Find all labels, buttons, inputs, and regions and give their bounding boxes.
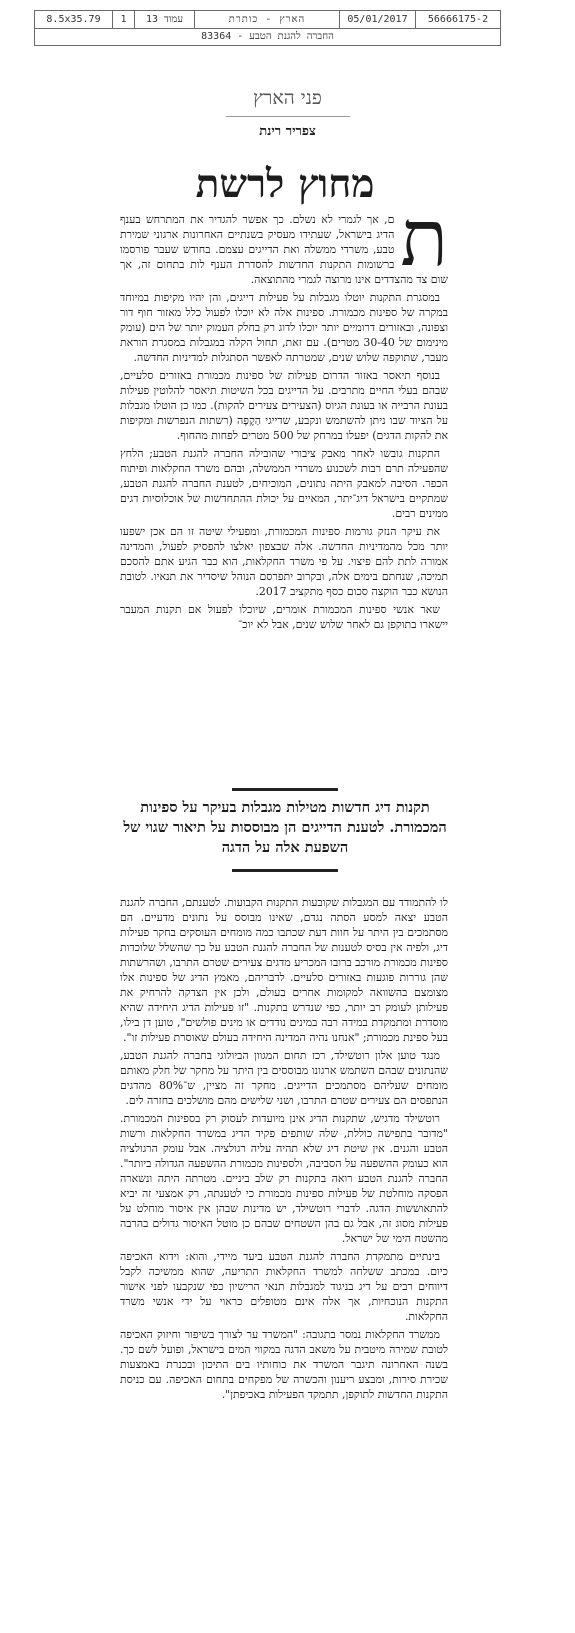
- article-paragraph: בנוסף תיאסר באזור הדרום פעילות של ספינות מכמורת באזורים סלעיים, שבהם בעלי החיים מתרבים. על הדייגים בכל השיטות תיאסר להלוטין פעילות בעונת הרבייה או בעונת הגיוס (הצעירים צעירים להקות). כמו כן הוטלו מגבלות על הציוד שבו ניתן להשתמש ונקבע, שדייגי הַקֶפָה (רשתות הנפרשות ומקיפות את להקות הדגים) יפעלו במרחק של 500 מטרים לפחות מהחוף.: [120, 369, 448, 442]
- article-paragraph: במסגרת התקנות יוטלו מגבלות על פעילות דייגים, והן יהיו מקיפות במיוחד במקרה של ספינות מכמורת. ספינות אלה לא יוכלו לפעול כלל מאזור חוף דור וצפונה, ובאזורים דרומיים יותר יוכלו לדוג רק בחלק העמוק יותר של הים (עומק מינימום של 30-40 מטרים). עם זאת, תחול הקלה במגבלות במסגרת הוראת מעבר, שתוקפה שלוש שנים, שמטרתה לאפשר הסתגלות למדיניות החדשה.: [120, 291, 448, 364]
- article-paragraph: את עיקר הנזק גורמות ספינות המכמורת, ומפעילי שיטה זו הם אכן ישפעו יותר מכל מהמדיניות החדשה. אלה שבצפון יאלצו להפסיק לפעול, והמדינה אמורה לתת להם פיצוי. על פי משרד החקלאות, הוא כבר הגיע אתם להסכם תמיכה, שנחתם בימים אלה, ובקרוב יתפרסם הנוהל שיסדיר את תנאיו. לטובת הנושא כבר הוקצה סכום כסף מתקציב 2017.: [120, 525, 448, 598]
- clip-page-label: עמוד 13: [135, 11, 195, 28]
- section-divider: [226, 116, 350, 117]
- article-paragraph: ת ם, אך לגמרי לא נשלם. כך אפשר להגדיר את המתרחש בענף הדיג בישראל, שעתידו מעסיק בשנתיים האחרונות ארגוני שמירת טבע, משרדי ממשלה ואת הדייגים עצמם. בחודש שעבר פורסמו ברשומות התקנות החדשות להסדרת הענף לות בתחום זה, אך שום צד מהצדדים אינו מרוצה לגמרי מהתוצאה.: [120, 194, 448, 286]
- clipping-header-row: [35, 11, 500, 29]
- author-byline: צפריר רינת: [259, 124, 316, 139]
- clip-publication: הארץ - כותרת: [195, 11, 340, 28]
- clip-client: החברה להגנת הטבע - 83364: [201, 31, 334, 42]
- clip-size: 8.5x35.79: [35, 11, 113, 28]
- article-paragraph: מנגד טוען אלון רוטשילד, רכז תחום המגוון הביולוגי בחברה להגנת הטבע, שהנתונים שבהם השתמש ארגונו מבוססים בין היתר על מחקר של חלק מאותם מומחים שעליהם מסתמכים הדייגים. מחקר זה מציין, ש־80% מהדגים הנתפסים הם צעירים שטרם התרבו, ושני שלישים מהם מושלכים בחזרה לים.: [120, 1049, 448, 1107]
- drop-cap: ת: [400, 194, 448, 284]
- clipping-header: [34, 10, 501, 46]
- article-column-1: [120, 194, 448, 635]
- article-paragraph: בינתיים מתמקדת החברה להגנת הטבע ביעד מיידי, והוא: וידוא האכיפה כיום. במכתב ששלחה למשרד החקלאות התריעה, שהוא ממשיכה לקבל דיווחים רבים על דיג בניגוד למגבלות תנאי הרישיון כפי שנקבעו לפני אישור התקנות הנוכחיות, אך אלה אינם מטופלים כראוי על ידי אנשי משרד החקלאות.: [120, 1250, 448, 1323]
- article-headline: מחוץ לרשת: [195, 161, 375, 207]
- article-column-2: [120, 895, 448, 1405]
- article-paragraph: ממשרד החקלאות נמסר בתגובה: "המשרד ער לצורך בשיפור וחיזוק האכיפה לטובת שמירה מיטבית על משאב הדגה במקווי המים בישראל, ופועל לשם כך. בשנה האחרונה תיגבר המשרד את כוחותיו בים התיכון ובכנרת באמצעות שכירת סירות, ומבצע ריענון והכשרה של מפקחים בתחום האכיפה. עם כניסת התקנות החדשות לתוקפן, תתמקד הפעילות באכיפתן".: [120, 1328, 448, 1401]
- article-paragraph: רוטשילד מדגיש, שתקנות הדיג אינן מיועדות לעסוק רק בספינות המכמורת. "מדובר בתפישה כוללת, שלה שותפים פקיד הדיג במשרד החקלאות ורשות הטבע והגנים. אין שיטת דיג שלא תהיה עליה רגולציה. אבל עומק הרגולציה הוא כעומק ההשפעה על הסביבה, ולספינות מכמורת ההשפעה הגדולה ביותר". החברה להגנת הטבע רואה בתקנות רק שלב ביניים. מטרתה היתה ונשארה הפסקה מוחלטת של פעילות ספינות מכמורת כי לטענתה, רק אמצעי זה יביא להתאוששות הדגה. לדברי רוטשילד, יש מדינות שבהן אין איסור מוחלט על פעילות מסוג זה, אבל גם בהן השטחים שבהם כן מוטל האיסור גדולים בהרבה מהשטח הימי של ישראל.: [120, 1112, 448, 1245]
- pull-quote-bottom-rule: [232, 869, 338, 872]
- clip-page-index: 1: [113, 11, 135, 28]
- clip-date: 05/01/2017: [340, 11, 416, 28]
- article-paragraph: התקנות גובשו לאחר מאבק ציבורי שהובילה החברה להגנת הטבע; הלחץ שהפעילה תרם רבות לשכנוע משרדי הממשלה, ובהם משרד החקלאות ופיתוח הכפר. הסיבה למאבק היתה נתונים, המוכיחים, לטענת החברה להגנת הטבע, שמתקיים בישראל דיג־יתר, המאיים על יכולת ההתחדשות של אוכלוסיות דגים ממינים רבים.: [120, 447, 448, 520]
- section-title: פני הארץ: [253, 87, 322, 109]
- article-paragraph: שאר אנשי ספינות המכמורת אומרים, שיוכלו לפעול אם תקנות המעבר יישארו בתוקפן גם לאחר שלוש שנים, אבל לא יוכ־: [120, 603, 448, 631]
- pull-quote: תקנות דיג חדשות מטילות מגבלות בעיקר על ספינות המכמורת. לטענת הדייגים הן מבוססות על תיאור שגוי של השפעת אלה על הדגה: [123, 799, 447, 856]
- pull-quote-top-rule: [232, 788, 338, 791]
- clip-id: 56666175-2: [427, 14, 489, 25]
- article-paragraph: לו להתמודד עם המגבלות שקובעות התקנות הקבועות. לטענתם, החברה להגנת הטבע יצאה למסע הסתה נגדם, שאינו מבוסס על נתונים מדעיים. הם מסתמכים בין היתר על חוות דעת שכתבו כמה מומחים העוסקים בחקר פעילות דיג, ולפיה אין בסיס לטענות של החברה להגנת הטבע על כך שהשלל שלוכדות ספינות מכמורת מורכב ברובו המכריע מדגים צעירים שטרם התרבו, ושהרשתות שהן גוררות פוגעות באזורים סלעיים. לדבריהם, מאמץ הדיג של ספינות אלו מצומצם בהשוואה למקומות אחרים בעולם, ולכן אין הצדקה להרחיק את פעילותן לעומק רב יותר, כפי שנדרש בתקנות. "זו פעילות הדיג היחידה שהיא מוסדרת ומתמקדת במידה רבה במינים נודדים או מינים פולשים", טוען דן בילו, בעל ספינת מכמורת; "אנחנו נהיה המדינה היחידה בעולם שאוסרת פעילות זו".: [120, 896, 448, 1044]
